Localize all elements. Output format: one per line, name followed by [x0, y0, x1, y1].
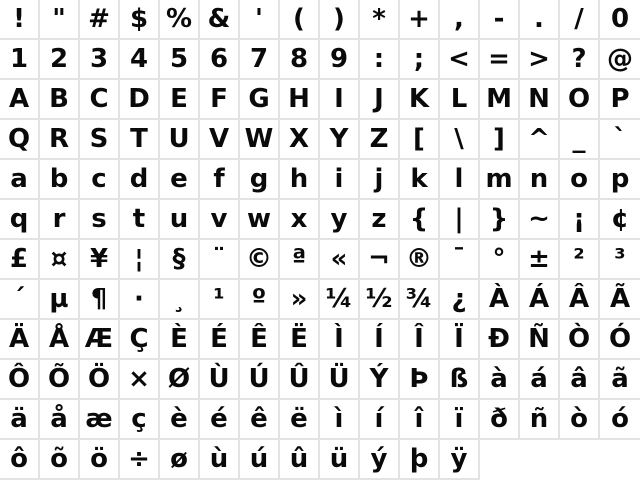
glyph-cell[interactable]: $ — [120, 0, 160, 40]
glyph-cell[interactable]: - — [480, 0, 520, 40]
glyph-cell[interactable]: ð — [480, 400, 520, 440]
glyph-cell[interactable]: z — [360, 200, 400, 240]
glyph-cell[interactable]: g — [240, 160, 280, 200]
glyph-cell[interactable]: 0 — [600, 0, 640, 40]
glyph-cell[interactable]: ÷ — [120, 440, 160, 480]
glyph-cell[interactable]: ò — [560, 400, 600, 440]
glyph-cell[interactable]: Î — [400, 320, 440, 360]
glyph-cell[interactable]: : — [360, 40, 400, 80]
glyph-cell[interactable]: ; — [400, 40, 440, 80]
glyph-cell[interactable]: 4 — [120, 40, 160, 80]
glyph-cell[interactable]: Ó — [600, 320, 640, 360]
glyph-cell[interactable]: a — [0, 160, 40, 200]
glyph-cell[interactable]: º — [240, 280, 280, 320]
glyph-cell[interactable]: U — [160, 120, 200, 160]
glyph-cell[interactable]: ô — [0, 440, 40, 480]
glyph-cell[interactable]: Ç — [120, 320, 160, 360]
glyph-cell[interactable]: s — [80, 200, 120, 240]
glyph-cell[interactable]: v — [200, 200, 240, 240]
glyph-cell[interactable]: ¼ — [320, 280, 360, 320]
glyph-cell[interactable]: 6 — [200, 40, 240, 80]
glyph-cell[interactable]: Á — [520, 280, 560, 320]
glyph-cell[interactable]: V — [200, 120, 240, 160]
glyph-row — [0, 400, 640, 440]
glyph-cell[interactable]: , — [440, 0, 480, 40]
glyph-cell[interactable]: ã — [600, 360, 640, 400]
glyph-cell[interactable]: i — [320, 160, 360, 200]
glyph-cell[interactable]: u — [160, 200, 200, 240]
glyph-cell[interactable]: ³ — [600, 240, 640, 280]
glyph-cell[interactable]: » — [280, 280, 320, 320]
glyph-cell[interactable]: ý — [360, 440, 400, 480]
glyph-cell[interactable]: ~ — [520, 200, 560, 240]
glyph-cell[interactable]: [ — [400, 120, 440, 160]
glyph-cell[interactable]: O — [560, 80, 600, 120]
glyph-cell[interactable]: Ê — [240, 320, 280, 360]
glyph-cell[interactable]: ( — [280, 0, 320, 40]
glyph-cell[interactable]: ° — [480, 240, 520, 280]
glyph-cell[interactable]: @ — [600, 40, 640, 80]
glyph-cell[interactable]: Å — [40, 320, 80, 360]
glyph-cell[interactable]: ` — [600, 120, 640, 160]
glyph-cell[interactable]: . — [520, 0, 560, 40]
glyph-cell[interactable]: Â — [560, 280, 600, 320]
glyph-cell[interactable]: Q — [0, 120, 40, 160]
glyph-row — [0, 440, 640, 480]
glyph-row — [0, 0, 640, 40]
glyph-cell[interactable]: Ö — [80, 360, 120, 400]
glyph-cell[interactable]: ø — [160, 440, 200, 480]
glyph-cell[interactable]: ß — [440, 360, 480, 400]
glyph-cell[interactable]: Ò — [560, 320, 600, 360]
glyph-cell[interactable]: û — [280, 440, 320, 480]
glyph-cell[interactable]: 7 — [240, 40, 280, 80]
glyph-cell[interactable]: k — [400, 160, 440, 200]
glyph-cell[interactable]: ² — [560, 240, 600, 280]
glyph-row — [0, 280, 640, 320]
glyph-cell[interactable]: M — [480, 80, 520, 120]
glyph-cell[interactable]: ¹ — [200, 280, 240, 320]
glyph-cell[interactable]: X — [280, 120, 320, 160]
glyph-cell[interactable]: ¶ — [80, 280, 120, 320]
glyph-cell[interactable]: D — [120, 80, 160, 120]
glyph-cell[interactable]: m — [480, 160, 520, 200]
glyph-cell[interactable]: K — [400, 80, 440, 120]
glyph-cell[interactable]: ï — [440, 400, 480, 440]
glyph-cell[interactable]: ä — [0, 400, 40, 440]
glyph-cell[interactable]: ^ — [520, 120, 560, 160]
glyph-row — [0, 200, 640, 240]
glyph-cell[interactable]: é — [200, 400, 240, 440]
glyph-cell[interactable]: µ — [40, 280, 80, 320]
glyph-cell[interactable]: § — [160, 240, 200, 280]
glyph-cell[interactable]: Ù — [200, 360, 240, 400]
glyph-cell[interactable]: G — [240, 80, 280, 120]
glyph-cell[interactable]: W — [240, 120, 280, 160]
glyph-cell[interactable]: ¤ — [40, 240, 80, 280]
glyph-cell[interactable]: ¸ — [160, 280, 200, 320]
glyph-cell[interactable]: w — [240, 200, 280, 240]
glyph-cell[interactable]: Ð — [480, 320, 520, 360]
glyph-cell[interactable]: T — [120, 120, 160, 160]
glyph-cell[interactable]: y — [320, 200, 360, 240]
glyph-cell[interactable]: ] — [480, 120, 520, 160]
glyph-cell[interactable]: Ú — [240, 360, 280, 400]
glyph-cell[interactable]: á — [520, 360, 560, 400]
glyph-cell[interactable]: ! — [0, 0, 40, 40]
glyph-cell[interactable]: þ — [400, 440, 440, 480]
glyph-cell[interactable]: Õ — [40, 360, 80, 400]
glyph-cell[interactable]: Í — [360, 320, 400, 360]
glyph-cell[interactable]: Þ — [400, 360, 440, 400]
glyph-cell[interactable]: # — [80, 0, 120, 40]
glyph-cell[interactable]: P — [600, 80, 640, 120]
glyph-cell[interactable]: É — [200, 320, 240, 360]
glyph-cell[interactable]: ± — [520, 240, 560, 280]
glyph-cell[interactable]: ù — [200, 440, 240, 480]
glyph-cell[interactable]: 5 — [160, 40, 200, 80]
glyph-cell[interactable]: ¨ — [200, 240, 240, 280]
glyph-cell[interactable]: o — [560, 160, 600, 200]
glyph-cell[interactable]: < — [440, 40, 480, 80]
glyph-cell[interactable]: ¿ — [440, 280, 480, 320]
glyph-cell[interactable]: ª — [280, 240, 320, 280]
glyph-cell[interactable]: Ä — [0, 320, 40, 360]
glyph-cell[interactable]: J — [360, 80, 400, 120]
glyph-cell[interactable]: ¯ — [440, 240, 480, 280]
glyph-cell[interactable]: £ — [0, 240, 40, 280]
glyph-cell[interactable]: Y — [320, 120, 360, 160]
glyph-cell[interactable]: B — [40, 80, 80, 120]
glyph-cell[interactable]: â — [560, 360, 600, 400]
glyph-cell[interactable]: & — [200, 0, 240, 40]
glyph-cell[interactable]: å — [40, 400, 80, 440]
glyph-row — [0, 160, 640, 200]
glyph-cell[interactable]: x — [280, 200, 320, 240]
glyph-cell[interactable]: ÿ — [440, 440, 480, 480]
glyph-cell[interactable]: = — [480, 40, 520, 80]
glyph-cell[interactable]: ê — [240, 400, 280, 440]
glyph-row — [0, 360, 640, 400]
glyph-cell[interactable]: Ë — [280, 320, 320, 360]
glyph-cell[interactable]: ½ — [360, 280, 400, 320]
glyph-cell[interactable]: ¬ — [360, 240, 400, 280]
glyph-cell[interactable]: } — [480, 200, 520, 240]
glyph-cell[interactable]: f — [200, 160, 240, 200]
glyph-cell[interactable]: h — [280, 160, 320, 200]
glyph-cell[interactable]: Û — [280, 360, 320, 400]
glyph-cell[interactable]: ü — [320, 440, 360, 480]
glyph-cell[interactable]: ú — [240, 440, 280, 480]
glyph-cell[interactable]: r — [40, 200, 80, 240]
glyph-cell[interactable]: > — [520, 40, 560, 80]
glyph-cell[interactable]: ç — [120, 400, 160, 440]
glyph-cell[interactable]: ì — [320, 400, 360, 440]
glyph-cell[interactable]: æ — [80, 400, 120, 440]
glyph-cell[interactable]: l — [440, 160, 480, 200]
glyph-cell[interactable]: × — [120, 360, 160, 400]
glyph-cell[interactable]: t — [120, 200, 160, 240]
glyph-cell[interactable]: © — [240, 240, 280, 280]
glyph-cell[interactable]: Z — [360, 120, 400, 160]
glyph-cell[interactable]: d — [120, 160, 160, 200]
glyph-cell[interactable]: ñ — [520, 400, 560, 440]
glyph-cell[interactable]: 3 — [80, 40, 120, 80]
glyph-cell[interactable]: ¥ — [80, 240, 120, 280]
glyph-cell[interactable]: ¡ — [560, 200, 600, 240]
glyph-cell[interactable]: Ì — [320, 320, 360, 360]
glyph-cell[interactable]: « — [320, 240, 360, 280]
glyph-cell[interactable]: 1 — [0, 40, 40, 80]
glyph-cell[interactable]: Ñ — [520, 320, 560, 360]
glyph-cell[interactable]: q — [0, 200, 40, 240]
glyph-cell[interactable]: ¢ — [600, 200, 640, 240]
glyph-cell[interactable]: ¦ — [120, 240, 160, 280]
glyph-cell[interactable]: j — [360, 160, 400, 200]
glyph-cell[interactable]: Ï — [440, 320, 480, 360]
glyph-cell[interactable]: ë — [280, 400, 320, 440]
glyph-cell[interactable]: I — [320, 80, 360, 120]
glyph-cell[interactable]: e — [160, 160, 200, 200]
glyph-cell[interactable]: È — [160, 320, 200, 360]
glyph-cell[interactable]: ' — [240, 0, 280, 40]
glyph-cell[interactable]: ¾ — [400, 280, 440, 320]
glyph-cell[interactable]: { — [400, 200, 440, 240]
glyph-cell[interactable]: n — [520, 160, 560, 200]
glyph-cell[interactable]: _ — [560, 120, 600, 160]
glyph-cell[interactable]: ® — [400, 240, 440, 280]
glyph-cell[interactable]: Ý — [360, 360, 400, 400]
glyph-cell[interactable]: ) — [320, 0, 360, 40]
glyph-cell[interactable]: * — [360, 0, 400, 40]
glyph-cell[interactable]: " — [40, 0, 80, 40]
glyph-cell[interactable]: C — [80, 80, 120, 120]
glyph-cell[interactable]: + — [400, 0, 440, 40]
glyph-cell[interactable]: H — [280, 80, 320, 120]
glyph-cell[interactable]: Æ — [80, 320, 120, 360]
glyph-cell[interactable]: î — [400, 400, 440, 440]
glyph-cell[interactable]: 9 — [320, 40, 360, 80]
glyph-cell[interactable]: S — [80, 120, 120, 160]
glyph-cell[interactable]: % — [160, 0, 200, 40]
glyph-row — [0, 240, 640, 280]
glyph-cell[interactable]: \ — [440, 120, 480, 160]
glyph-cell[interactable]: à — [480, 360, 520, 400]
glyph-cell[interactable]: ö — [80, 440, 120, 480]
glyph-cell[interactable]: N — [520, 80, 560, 120]
glyph-row — [0, 120, 640, 160]
glyph-cell[interactable]: Ô — [0, 360, 40, 400]
glyph-cell[interactable]: / — [560, 0, 600, 40]
glyph-cell[interactable]: ? — [560, 40, 600, 80]
glyph-cell[interactable]: ´ — [0, 280, 40, 320]
glyph-cell[interactable]: R — [40, 120, 80, 160]
glyph-cell[interactable]: · — [120, 280, 160, 320]
glyph-cell[interactable]: À — [480, 280, 520, 320]
empty-area — [480, 440, 640, 480]
glyph-cell[interactable]: | — [440, 200, 480, 240]
glyph-row — [0, 80, 640, 120]
glyph-cell[interactable]: 8 — [280, 40, 320, 80]
glyph-cell[interactable]: õ — [40, 440, 80, 480]
glyph-cell[interactable]: F — [200, 80, 240, 120]
glyph-cell[interactable]: E — [160, 80, 200, 120]
glyph-cell[interactable]: L — [440, 80, 480, 120]
glyph-cell[interactable]: c — [80, 160, 120, 200]
glyph-cell[interactable]: 2 — [40, 40, 80, 80]
glyph-cell[interactable]: Ü — [320, 360, 360, 400]
glyph-cell[interactable]: è — [160, 400, 200, 440]
glyph-cell[interactable]: b — [40, 160, 80, 200]
glyph-row — [0, 320, 640, 360]
glyph-cell[interactable]: Ø — [160, 360, 200, 400]
glyph-cell[interactable]: Ã — [600, 280, 640, 320]
glyph-cell[interactable]: p — [600, 160, 640, 200]
glyph-cell[interactable]: í — [360, 400, 400, 440]
glyph-cell[interactable]: A — [0, 80, 40, 120]
glyph-row — [0, 40, 640, 80]
glyph-cell[interactable]: ó — [600, 400, 640, 440]
